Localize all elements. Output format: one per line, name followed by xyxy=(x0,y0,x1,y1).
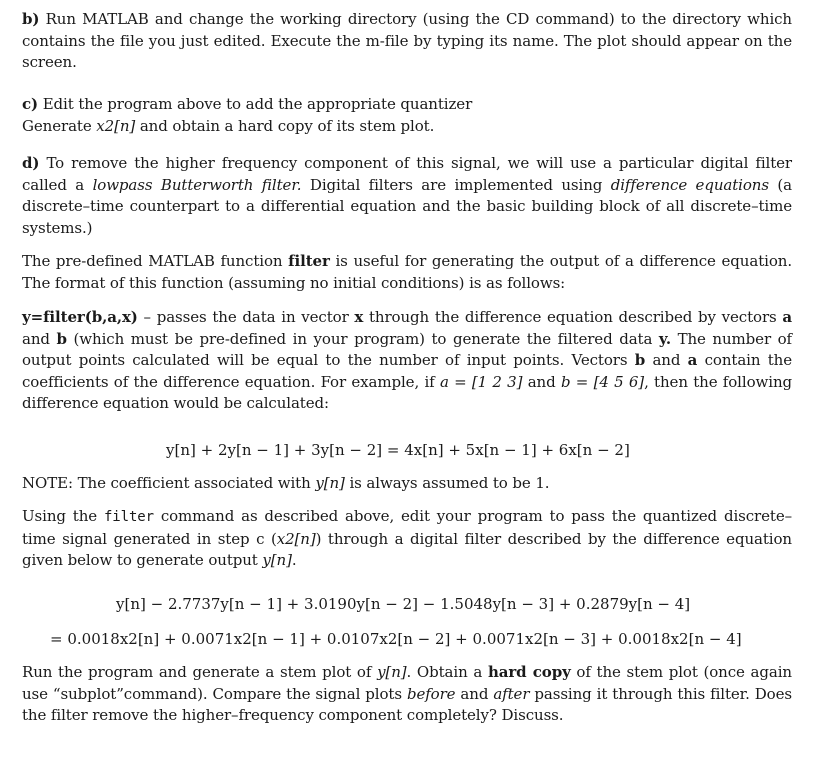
text-c-line2-post: and obtain a hard copy of its stem plot. xyxy=(135,116,435,135)
paragraph-note xyxy=(22,473,792,495)
run-var: y[n] xyxy=(377,663,407,681)
run-t3: and xyxy=(455,684,494,703)
text-predef-pre: The pre-defined MATLAB function xyxy=(22,252,289,270)
equation-filter-lhs: y[n] − 2.7737y[n − 1] + 3.0190y[n − 2] − 1.5048y[n − 3] + 0.2879y[n − 4] xyxy=(116,595,691,613)
syntax-t8: and xyxy=(522,372,561,391)
text-c-line2-pre: Generate xyxy=(22,116,97,135)
syntax-t1: – passes the data in vector xyxy=(137,308,355,326)
paragraph-using xyxy=(22,506,792,572)
text-b: Run MATLAB and change the working directory (using the CD command) to the directory which contains the file you just edited. Execute the m-file by typing its name. The plot should appear on the screen. xyxy=(22,10,792,71)
paragraph-c xyxy=(22,94,792,137)
label-b: b) xyxy=(22,10,40,28)
syntax-a2: a xyxy=(687,351,698,369)
note-pre: NOTE: The coefficient associated with xyxy=(22,474,316,492)
run-t2: of the stem plot (once again use “subplot”command). Compare the signal plots xyxy=(22,663,792,703)
var-x2n: x2[n] xyxy=(96,116,136,135)
paragraph-syntax xyxy=(22,307,792,415)
syntax-y: y. xyxy=(658,329,671,348)
text-c-line1: Edit the program above to add the appropriate quantizer xyxy=(42,95,473,113)
syntax-t3: and xyxy=(22,329,57,348)
syntax-t4: (which must be pre-defined in your program) to generate the filtered data xyxy=(66,329,659,348)
using-pre: Using the xyxy=(22,507,104,525)
equation-example: y[n] + 2y[n − 1] + 3y[n − 2] = 4x[n] + 5x[n − 1] + 6x[n − 2] xyxy=(166,441,630,459)
syntax-code: y=filter(b,a,x) xyxy=(22,308,138,326)
text-d-post: (a discrete–time counterpart to a differential equation and the basic building block of all discrete–time systems.) xyxy=(22,175,792,237)
syntax-t5: The number of output points calculated will be equal to the number of input points. Vectors xyxy=(22,329,793,369)
syntax-t2: through the difference equation described by vectors xyxy=(363,308,783,326)
syntax-b2: b xyxy=(634,351,646,369)
run-t4: passing it through this filter. Does the filter remove the higher–frequency component completely? Discuss. xyxy=(22,684,792,724)
paragraph-predefined xyxy=(22,251,792,294)
label-d: d) xyxy=(22,154,40,172)
text-diff-eq: difference equations xyxy=(610,175,769,194)
run-hard-copy: hard copy xyxy=(487,663,571,681)
syntax-b-eq: b = [4 5 6] xyxy=(560,372,645,391)
using-end: . xyxy=(291,551,297,569)
run-before: before xyxy=(406,684,456,703)
run-t1: . Obtain a xyxy=(406,663,488,681)
using-mid2: ) through a digital filter described by the difference equation given below to generate output xyxy=(22,529,792,569)
note-post: is always assumed to be 1. xyxy=(344,474,550,492)
text-predef-post: is useful for generating the output of a difference equation. The format of this function (assuming no initial conditions) is as follows: xyxy=(22,252,792,292)
using-code: filter xyxy=(103,509,154,525)
syntax-a: a xyxy=(782,308,792,326)
note-var: y[n] xyxy=(315,474,345,492)
text-d-pre: To remove the higher frequency component of this signal, we will use a particular digital filter called a xyxy=(22,154,793,194)
label-c: c) xyxy=(22,95,39,113)
text-filter-name: lowpass Butterworth filter. xyxy=(92,175,302,194)
using-mid: command as described above, edit your program to pass the quantized discrete–time signal generated in step c ( xyxy=(22,507,792,548)
syntax-t6: and xyxy=(645,351,688,369)
using-var: x2[n] xyxy=(276,529,316,548)
using-out: y[n] xyxy=(262,551,292,569)
text-func-filter: filter xyxy=(288,252,330,270)
run-after: after xyxy=(493,684,530,703)
equation-filter-rhs: = 0.0018x2[n] + 0.0071x2[n − 1] + 0.0107x2[n − 2] + 0.0071x2[n − 3] + 0.0018x2[n − 4] xyxy=(50,630,742,648)
syntax-t9: , then the following difference equation would be calculated: xyxy=(22,372,793,412)
syntax-b: b xyxy=(56,329,67,348)
paragraph-d xyxy=(22,153,792,239)
syntax-a-eq: a = [1 2 3] xyxy=(439,372,523,391)
text-d-mid: Digital filters are implemented using xyxy=(301,175,611,194)
syntax-x: x xyxy=(354,308,364,326)
paragraph-b xyxy=(22,9,792,74)
run-pre: Run the program and generate a stem plot of xyxy=(22,663,378,681)
syntax-t7: contain the coefficients of the difference equation. For example, if xyxy=(22,351,792,391)
paragraph-run xyxy=(22,662,792,727)
